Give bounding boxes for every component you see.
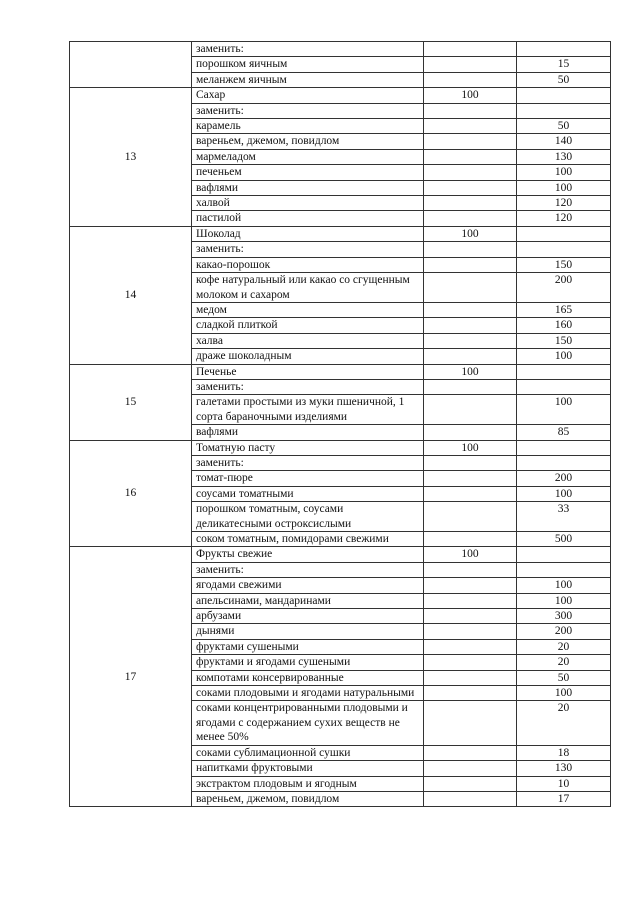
base-amount <box>424 349 517 364</box>
base-amount <box>424 670 517 685</box>
product-name: халвой <box>192 196 424 211</box>
base-amount: 100 <box>424 440 517 455</box>
base-amount <box>424 333 517 348</box>
table-row <box>70 226 611 241</box>
table-body <box>70 42 611 807</box>
base-amount <box>424 180 517 195</box>
product-name: кофе натуральный или какао со сгущенным молоком и сахаром <box>192 273 424 303</box>
product-name: меланжем яичным <box>192 72 424 87</box>
product-name: какао-порошок <box>192 257 424 272</box>
equivalent-amount: 100 <box>517 165 611 180</box>
equivalent-amount: 33 <box>517 502 611 532</box>
base-amount <box>424 242 517 257</box>
base-amount: 100 <box>424 226 517 241</box>
base-amount <box>424 639 517 654</box>
product-name: заменить: <box>192 103 424 118</box>
equivalent-amount: 100 <box>517 180 611 195</box>
product-name: соком томатным, помидорами свежими <box>192 532 424 547</box>
equivalent-amount: 130 <box>517 761 611 776</box>
equivalent-amount: 150 <box>517 333 611 348</box>
product-name: Сахар <box>192 88 424 103</box>
base-amount <box>424 791 517 806</box>
base-amount <box>424 257 517 272</box>
base-amount <box>424 302 517 317</box>
equivalent-amount: 17 <box>517 791 611 806</box>
base-amount <box>424 655 517 670</box>
product-name: ягодами свежими <box>192 578 424 593</box>
product-name: карамель <box>192 119 424 134</box>
table-row <box>70 364 611 379</box>
base-amount <box>424 395 517 425</box>
base-amount <box>424 455 517 470</box>
equivalent-amount: 100 <box>517 686 611 701</box>
product-name: Печенье <box>192 364 424 379</box>
equivalent-amount: 85 <box>517 425 611 440</box>
product-name: напитками фруктовыми <box>192 761 424 776</box>
table-row <box>70 547 611 562</box>
product-name: халва <box>192 333 424 348</box>
base-amount <box>424 502 517 532</box>
table-row <box>70 440 611 455</box>
equivalent-amount: 18 <box>517 745 611 760</box>
equivalent-amount: 160 <box>517 318 611 333</box>
product-name: вареньем, джемом, повидлом <box>192 134 424 149</box>
base-amount <box>424 686 517 701</box>
equivalent-amount <box>517 455 611 470</box>
equivalent-amount: 500 <box>517 532 611 547</box>
equivalent-amount: 20 <box>517 639 611 654</box>
base-amount <box>424 165 517 180</box>
product-name: порошком томатным, соусами деликатесными остроксислыми <box>192 502 424 532</box>
product-name: печеньем <box>192 165 424 180</box>
equivalent-amount: 120 <box>517 196 611 211</box>
equivalent-amount: 165 <box>517 302 611 317</box>
base-amount <box>424 578 517 593</box>
product-name: Томатную пасту <box>192 440 424 455</box>
product-name: заменить: <box>192 562 424 577</box>
equivalent-amount <box>517 226 611 241</box>
base-amount <box>424 57 517 72</box>
equivalent-amount: 10 <box>517 776 611 791</box>
equivalent-amount: 120 <box>517 211 611 226</box>
product-name: экстрактом плодовым и ягодным <box>192 776 424 791</box>
product-name: сладкой плиткой <box>192 318 424 333</box>
equivalent-amount: 140 <box>517 134 611 149</box>
product-name: соками плодовыми и ягодами натуральными <box>192 686 424 701</box>
base-amount <box>424 593 517 608</box>
base-amount <box>424 119 517 134</box>
base-amount <box>424 318 517 333</box>
product-name: заменить: <box>192 379 424 394</box>
equivalent-amount: 100 <box>517 486 611 501</box>
table-row <box>70 88 611 103</box>
product-name: апельсинами, мандаринами <box>192 593 424 608</box>
product-name: Фрукты свежие <box>192 547 424 562</box>
equivalent-amount: 50 <box>517 72 611 87</box>
base-amount <box>424 562 517 577</box>
equivalent-amount: 200 <box>517 471 611 486</box>
product-name: соками сублимационной сушки <box>192 745 424 760</box>
base-amount <box>424 196 517 211</box>
product-name: порошком яичным <box>192 57 424 72</box>
equivalent-amount: 20 <box>517 655 611 670</box>
equivalent-amount: 130 <box>517 149 611 164</box>
product-name: вареньем, джемом, повидлом <box>192 791 424 806</box>
base-amount <box>424 609 517 624</box>
equivalent-amount <box>517 242 611 257</box>
base-amount: 100 <box>424 88 517 103</box>
product-name: фруктами и ягодами сушеными <box>192 655 424 670</box>
item-number: 17 <box>70 547 192 807</box>
equivalent-amount: 200 <box>517 273 611 303</box>
equivalent-amount <box>517 42 611 57</box>
product-name: галетами простыми из муки пшеничной, 1 сорта бараночными изделиями <box>192 395 424 425</box>
base-amount <box>424 701 517 745</box>
equivalent-amount: 50 <box>517 119 611 134</box>
equivalent-amount <box>517 379 611 394</box>
base-amount <box>424 134 517 149</box>
equivalent-amount: 50 <box>517 670 611 685</box>
equivalent-amount: 150 <box>517 257 611 272</box>
base-amount <box>424 211 517 226</box>
equivalent-amount: 100 <box>517 593 611 608</box>
base-amount <box>424 761 517 776</box>
product-name: заменить: <box>192 42 424 57</box>
product-name: Шоколад <box>192 226 424 241</box>
product-name: соусами томатными <box>192 486 424 501</box>
equivalent-amount <box>517 364 611 379</box>
product-name: драже шоколадным <box>192 349 424 364</box>
base-amount <box>424 745 517 760</box>
product-name: соками концентрированными плодовыми и ягодами с содержанием сухих веществ не менее 50% <box>192 701 424 745</box>
base-amount <box>424 532 517 547</box>
equivalent-amount: 20 <box>517 701 611 745</box>
base-amount: 100 <box>424 547 517 562</box>
product-name: вафлями <box>192 425 424 440</box>
equivalent-amount <box>517 562 611 577</box>
base-amount: 100 <box>424 364 517 379</box>
product-name: пастилой <box>192 211 424 226</box>
base-amount <box>424 486 517 501</box>
item-number: 14 <box>70 226 192 364</box>
item-number <box>70 42 192 88</box>
substitution-table <box>69 41 611 807</box>
base-amount <box>424 72 517 87</box>
product-name: компотами консервированные <box>192 670 424 685</box>
base-amount <box>424 42 517 57</box>
equivalent-amount <box>517 88 611 103</box>
item-number: 15 <box>70 364 192 440</box>
equivalent-amount: 15 <box>517 57 611 72</box>
product-name: заменить: <box>192 242 424 257</box>
base-amount <box>424 379 517 394</box>
item-number: 16 <box>70 440 192 547</box>
product-name: томат-пюре <box>192 471 424 486</box>
product-name: медом <box>192 302 424 317</box>
equivalent-amount <box>517 440 611 455</box>
base-amount <box>424 776 517 791</box>
equivalent-amount: 300 <box>517 609 611 624</box>
table-row <box>70 42 611 57</box>
base-amount <box>424 624 517 639</box>
product-name: арбузами <box>192 609 424 624</box>
product-name: дынями <box>192 624 424 639</box>
product-name: вафлями <box>192 180 424 195</box>
equivalent-amount: 200 <box>517 624 611 639</box>
equivalent-amount: 100 <box>517 349 611 364</box>
base-amount <box>424 425 517 440</box>
item-number: 13 <box>70 88 192 227</box>
base-amount <box>424 103 517 118</box>
product-name: фруктами сушеными <box>192 639 424 654</box>
equivalent-amount: 100 <box>517 578 611 593</box>
product-name: мармеладом <box>192 149 424 164</box>
equivalent-amount <box>517 103 611 118</box>
equivalent-amount <box>517 547 611 562</box>
base-amount <box>424 149 517 164</box>
base-amount <box>424 273 517 303</box>
product-name: заменить: <box>192 455 424 470</box>
base-amount <box>424 471 517 486</box>
equivalent-amount: 100 <box>517 395 611 425</box>
